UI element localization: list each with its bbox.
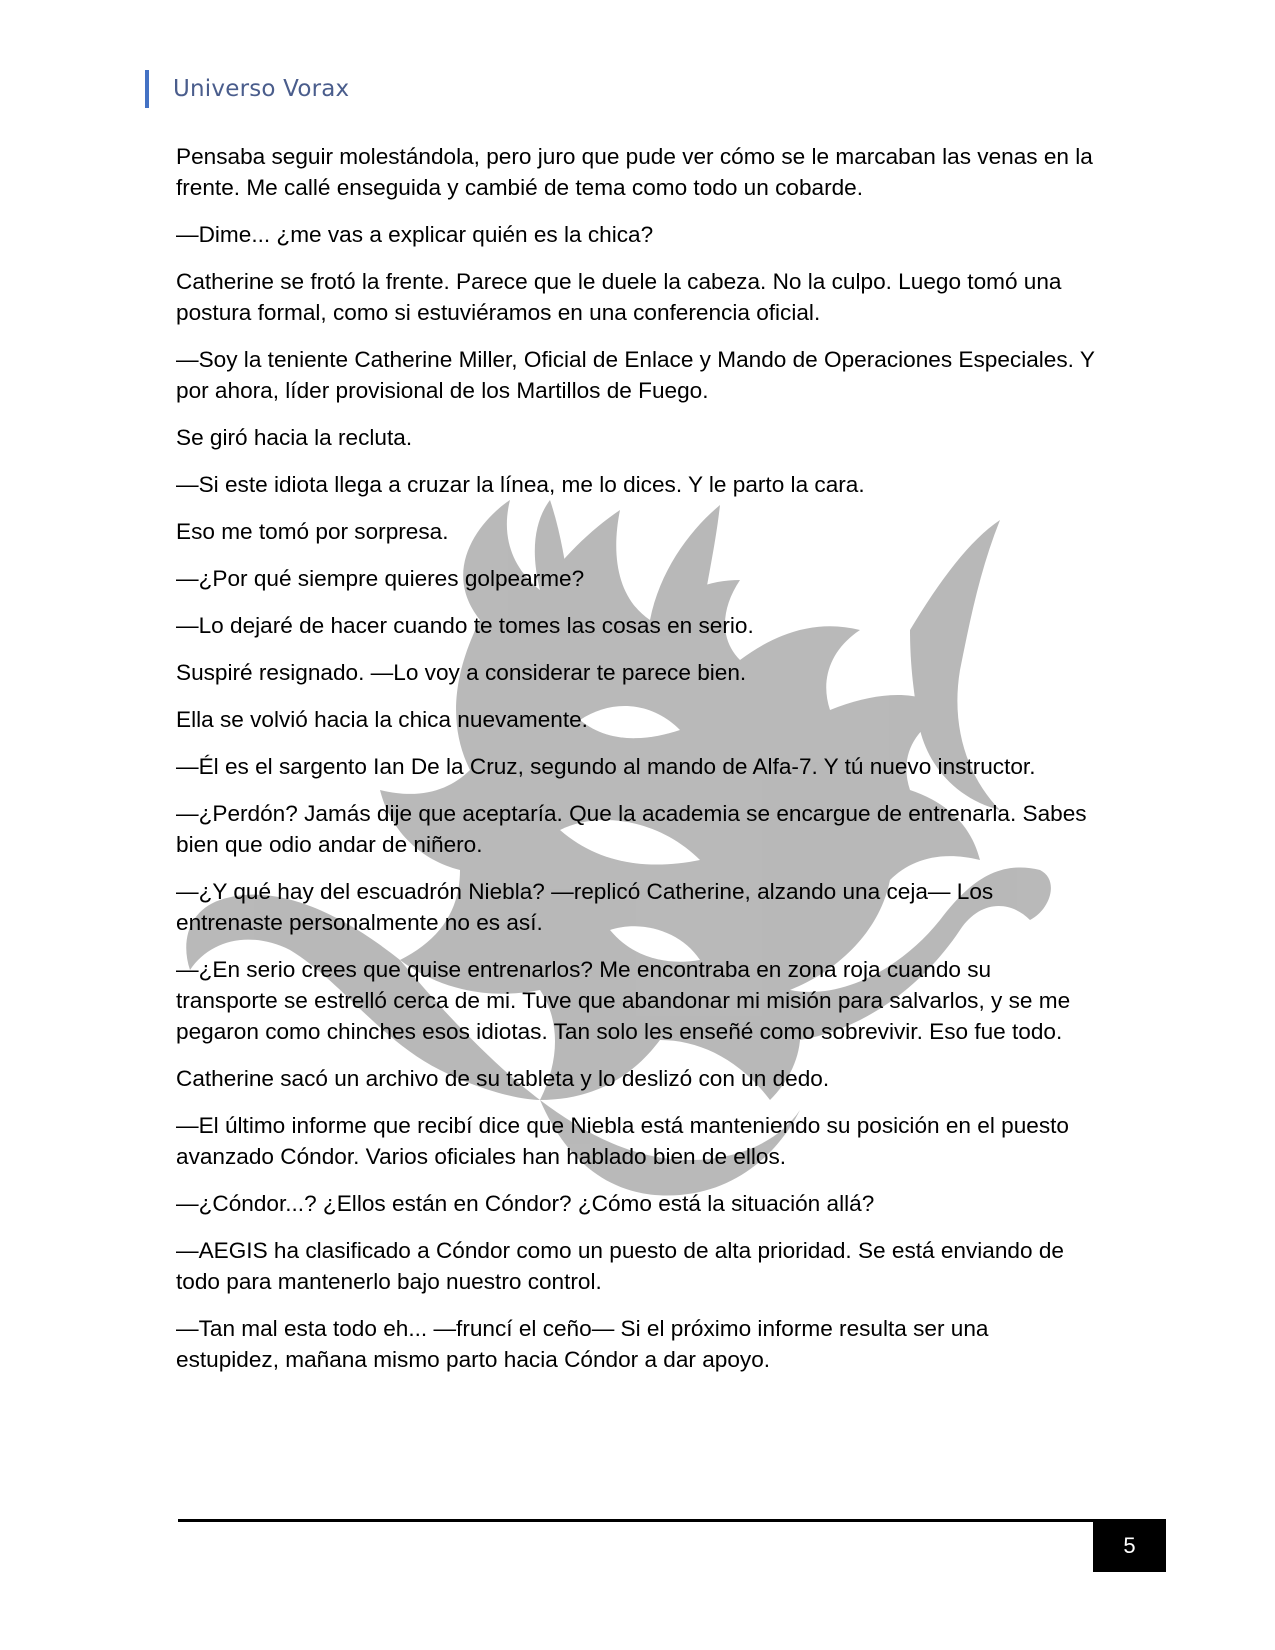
paragraph: Catherine sacó un archivo de su tableta y lo deslizó con un dedo.	[176, 1066, 830, 1091]
paragraph: —El último informe que recibí dice que Niebla está manteniendo su posición en el puesto avanzado Cóndor. Varios oficiales han hablado bien de ellos.	[176, 1113, 1069, 1169]
footer-rule	[178, 1519, 1093, 1522]
paragraph: —¿Perdón? Jamás dije que aceptaría. Que la academia se encargue de entrenarla. Sabes bien que odio andar de niñero.	[176, 801, 1087, 857]
page-number-box	[1093, 1519, 1166, 1572]
paragraph: Suspiré resignado. —Lo voy a considerar te parece bien.	[176, 660, 747, 685]
paragraph: —Dime... ¿me vas a explicar quién es la chica?	[176, 222, 654, 247]
paragraph: —¿Y qué hay del escuadrón Niebla? —replicó Catherine, alzando una ceja— Los entrenaste personalmente no es así.	[176, 879, 994, 935]
paragraph: —¿Por qué siempre quieres golpearme?	[176, 566, 585, 591]
book-title: Universo Vorax	[173, 76, 350, 102]
paragraph: Se giró hacia la recluta.	[176, 425, 413, 450]
page-header	[145, 70, 349, 108]
page-number: 5	[1123, 1532, 1136, 1558]
paragraph: —Lo dejaré de hacer cuando te tomes las cosas en serio.	[176, 613, 754, 638]
paragraph: Pensaba seguir molestándola, pero juro que pude ver cómo se le marcaban las venas en la frente. Me callé enseguida y cambié de tema como todo un cobarde.	[176, 144, 1093, 200]
paragraph: —AEGIS ha clasificado a Cóndor como un puesto de alta prioridad. Se está enviando de todo para mantenerlo bajo nuestro control.	[176, 1238, 1064, 1294]
paragraph: Eso me tomó por sorpresa.	[176, 519, 449, 544]
paragraph: Ella se volvió hacia la chica nuevamente.	[176, 707, 588, 732]
paragraph: —Tan mal esta todo eh... —fruncí el ceño— Si el próximo informe resulta ser una estupidez, mañana mismo parto hacia Cóndor a dar apoyo.	[176, 1316, 989, 1372]
paragraph: —¿En serio crees que quise entrenarlos? Me encontraba en zona roja cuando su transporte se estrelló cerca de mi. Tuve que abandonar mi misión para salvarlos, y se me pegaron como chinches esos idiotas. Tan solo les enseñé como sobrevivir. Eso fue todo.	[176, 957, 1071, 1044]
paragraph: —Él es el sargento Ian De la Cruz, segundo al mando de Alfa-7. Y tú nuevo instructor.	[176, 754, 1036, 779]
paragraph: Catherine se frotó la frente. Parece que le duele la cabeza. No la culpo. Luego tomó una postura formal, como si estuviéramos en una conferencia oficial.	[176, 269, 1062, 325]
paragraph: —Si este idiota llega a cruzar la línea, me lo dices. Y le parto la cara.	[176, 472, 865, 497]
paragraph: —Soy la teniente Catherine Miller, Oficial de Enlace y Mando de Operaciones Especiales. Y por ahora, líder provisional de los Martillos de Fuego.	[176, 347, 1095, 403]
paragraph: —¿Cóndor...? ¿Ellos están en Cóndor? ¿Cómo está la situación allá?	[176, 1191, 875, 1216]
body-text	[176, 141, 1096, 1391]
